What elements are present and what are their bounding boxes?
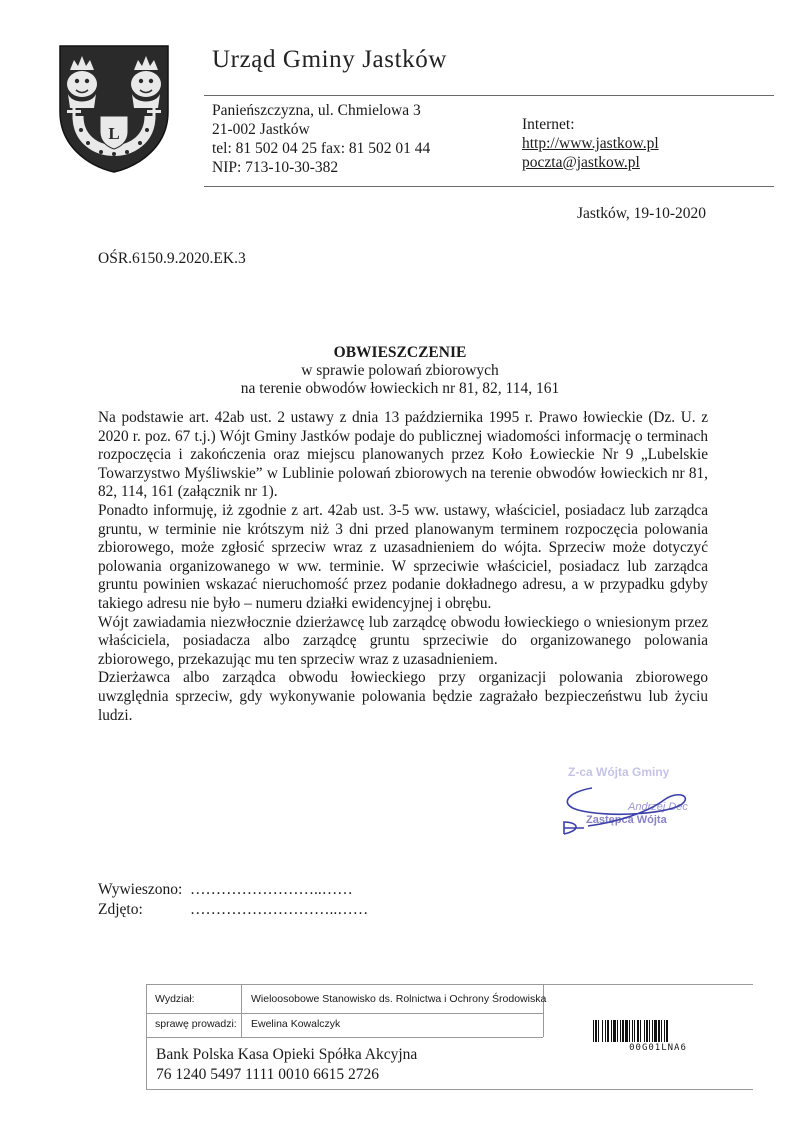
internet-contacts — [522, 115, 659, 172]
office-address — [212, 101, 430, 177]
document-date: Jastków, 19-10-2020 — [576, 205, 706, 222]
bank-account: 76 1240 5497 1111 0010 6615 2726 — [156, 1066, 380, 1083]
posted-value: ……………………..…… — [190, 881, 353, 898]
address-line: Panieńszczyzna, ul. Chmielowa 3 — [212, 102, 421, 119]
body-paragraph: Na podstawie art. 42ab ust. 2 ustawy z dnia 13 października 1995 r. Prawo łowieckie (Dz. U. z 2020 r. poz. 67 t.j.) Wójt Gminy Jastków podaje do publicznej wiadomości informację o terminach rozpoczęcia i zakończenia oraz miejscu planowanych przez Koło Łowieckie Nr 9 „Lubelskie Towarzystwo Myśliwskie” w Lublinie polowań zbiorowych na terenie obwodów łowieckich nr 81, 82, 114, 161 (załącznik nr 1). — [98, 409, 708, 501]
notice-title — [0, 344, 800, 398]
stamp-line: Zastępca Wójta — [586, 814, 667, 826]
barcode-icon — [592, 1020, 724, 1042]
official-stamp — [548, 760, 718, 850]
website-link[interactable]: http://www.jastkow.pl — [522, 135, 659, 152]
email-link[interactable]: poczta@jastkow.pl — [522, 154, 640, 171]
case-handler-label: sprawę prowadzi: — [155, 1018, 237, 1030]
office-name: Urząd Gminy Jastków — [212, 46, 447, 73]
removed-label: Zdjęto: — [98, 901, 143, 918]
tax-id-line: NIP: 713-10-30-382 — [212, 159, 339, 176]
posting-record — [98, 880, 368, 920]
body-paragraph: Dzierżawca albo zarządca obwodu łowieckiego przy organizacji polowania zbiorowego uwzględnia sprzeciw, gdy wykonywanie polowania będzie zagrażało bezpieczeństwu lub życiu ludzi. — [98, 669, 708, 724]
case-handler-value: Ewelina Kowalczyk — [251, 1018, 341, 1030]
department-label: Wydział: — [155, 993, 195, 1005]
document-barcode — [592, 1020, 724, 1053]
notice-subtitle: na terenie obwodów łowieckich nr 81, 82, 114, 161 — [240, 380, 560, 397]
stamp-line: Z-ca Wójta Gminy — [568, 765, 670, 779]
header-divider-bottom — [204, 186, 774, 187]
reference-number: OŚR.6150.9.2020.EK.3 — [98, 250, 246, 267]
notice-subtitle: w sprawie polowań zbiorowych — [301, 362, 499, 379]
posted-label: Wywieszono: — [98, 881, 183, 898]
svg-text:L: L — [108, 124, 120, 143]
body-paragraph: Wójt zawiadamia niezwłocznie dzierżawcę lub zarządcę obwodu łowieckiego o wniesionym przez właściciela, posiadacza albo zarządcę gruntu sprzeciwie do organizowanego polowania zbiorowego, przekazując mu ten sprzeciw wraz z uzasadnieniem. — [98, 613, 708, 668]
barcode-label: 00G01LNA6 — [629, 1043, 687, 1053]
bank-name: Bank Polska Kasa Opieki Spółka Akcyjna — [156, 1046, 418, 1063]
department-value: Wieloosobowe Stanowisko ds. Rolnictwa i Ochrony Środowiska — [251, 993, 547, 1005]
address-line: 21-002 Jastków — [212, 121, 310, 138]
notice-body — [98, 409, 708, 725]
bank-details — [156, 1045, 417, 1085]
body-paragraph: Ponadto informuję, iż zgodnie z art. 42ab ust. 3-5 ww. ustawy, właściciel, posiadacz lub zarządca gruntu, w terminie nie krótszym niż 3 dni przed planowanym terminem rozpoczęcia polowania zbiorowego, może zgłosić sprzeciw wraz z uzasadnieniem do wójta. Sprzeciw może dotyczyć polowania organizowanego w ww. terminie. W sprzeciwie właściciel, posiadacz lub zarządca gruntu powinien wskazać nieruchomość przez podanie dokładnego adresu, a w przypadku gdyby takiego adresu nie było – numeru działki ewidencyjnej i obrębu. — [98, 501, 708, 612]
removed-value: ………………………..…… — [190, 901, 369, 918]
coat-of-arms-logo — [56, 42, 172, 174]
stamp-line: Andrzej Dec — [628, 801, 688, 813]
internet-label: Internet: — [522, 116, 575, 133]
notice-heading: OBWIESZCZENIE — [333, 344, 467, 361]
header-divider-top — [204, 95, 774, 96]
phone-fax-line: tel: 81 502 04 25 fax: 81 502 01 44 — [212, 140, 431, 157]
